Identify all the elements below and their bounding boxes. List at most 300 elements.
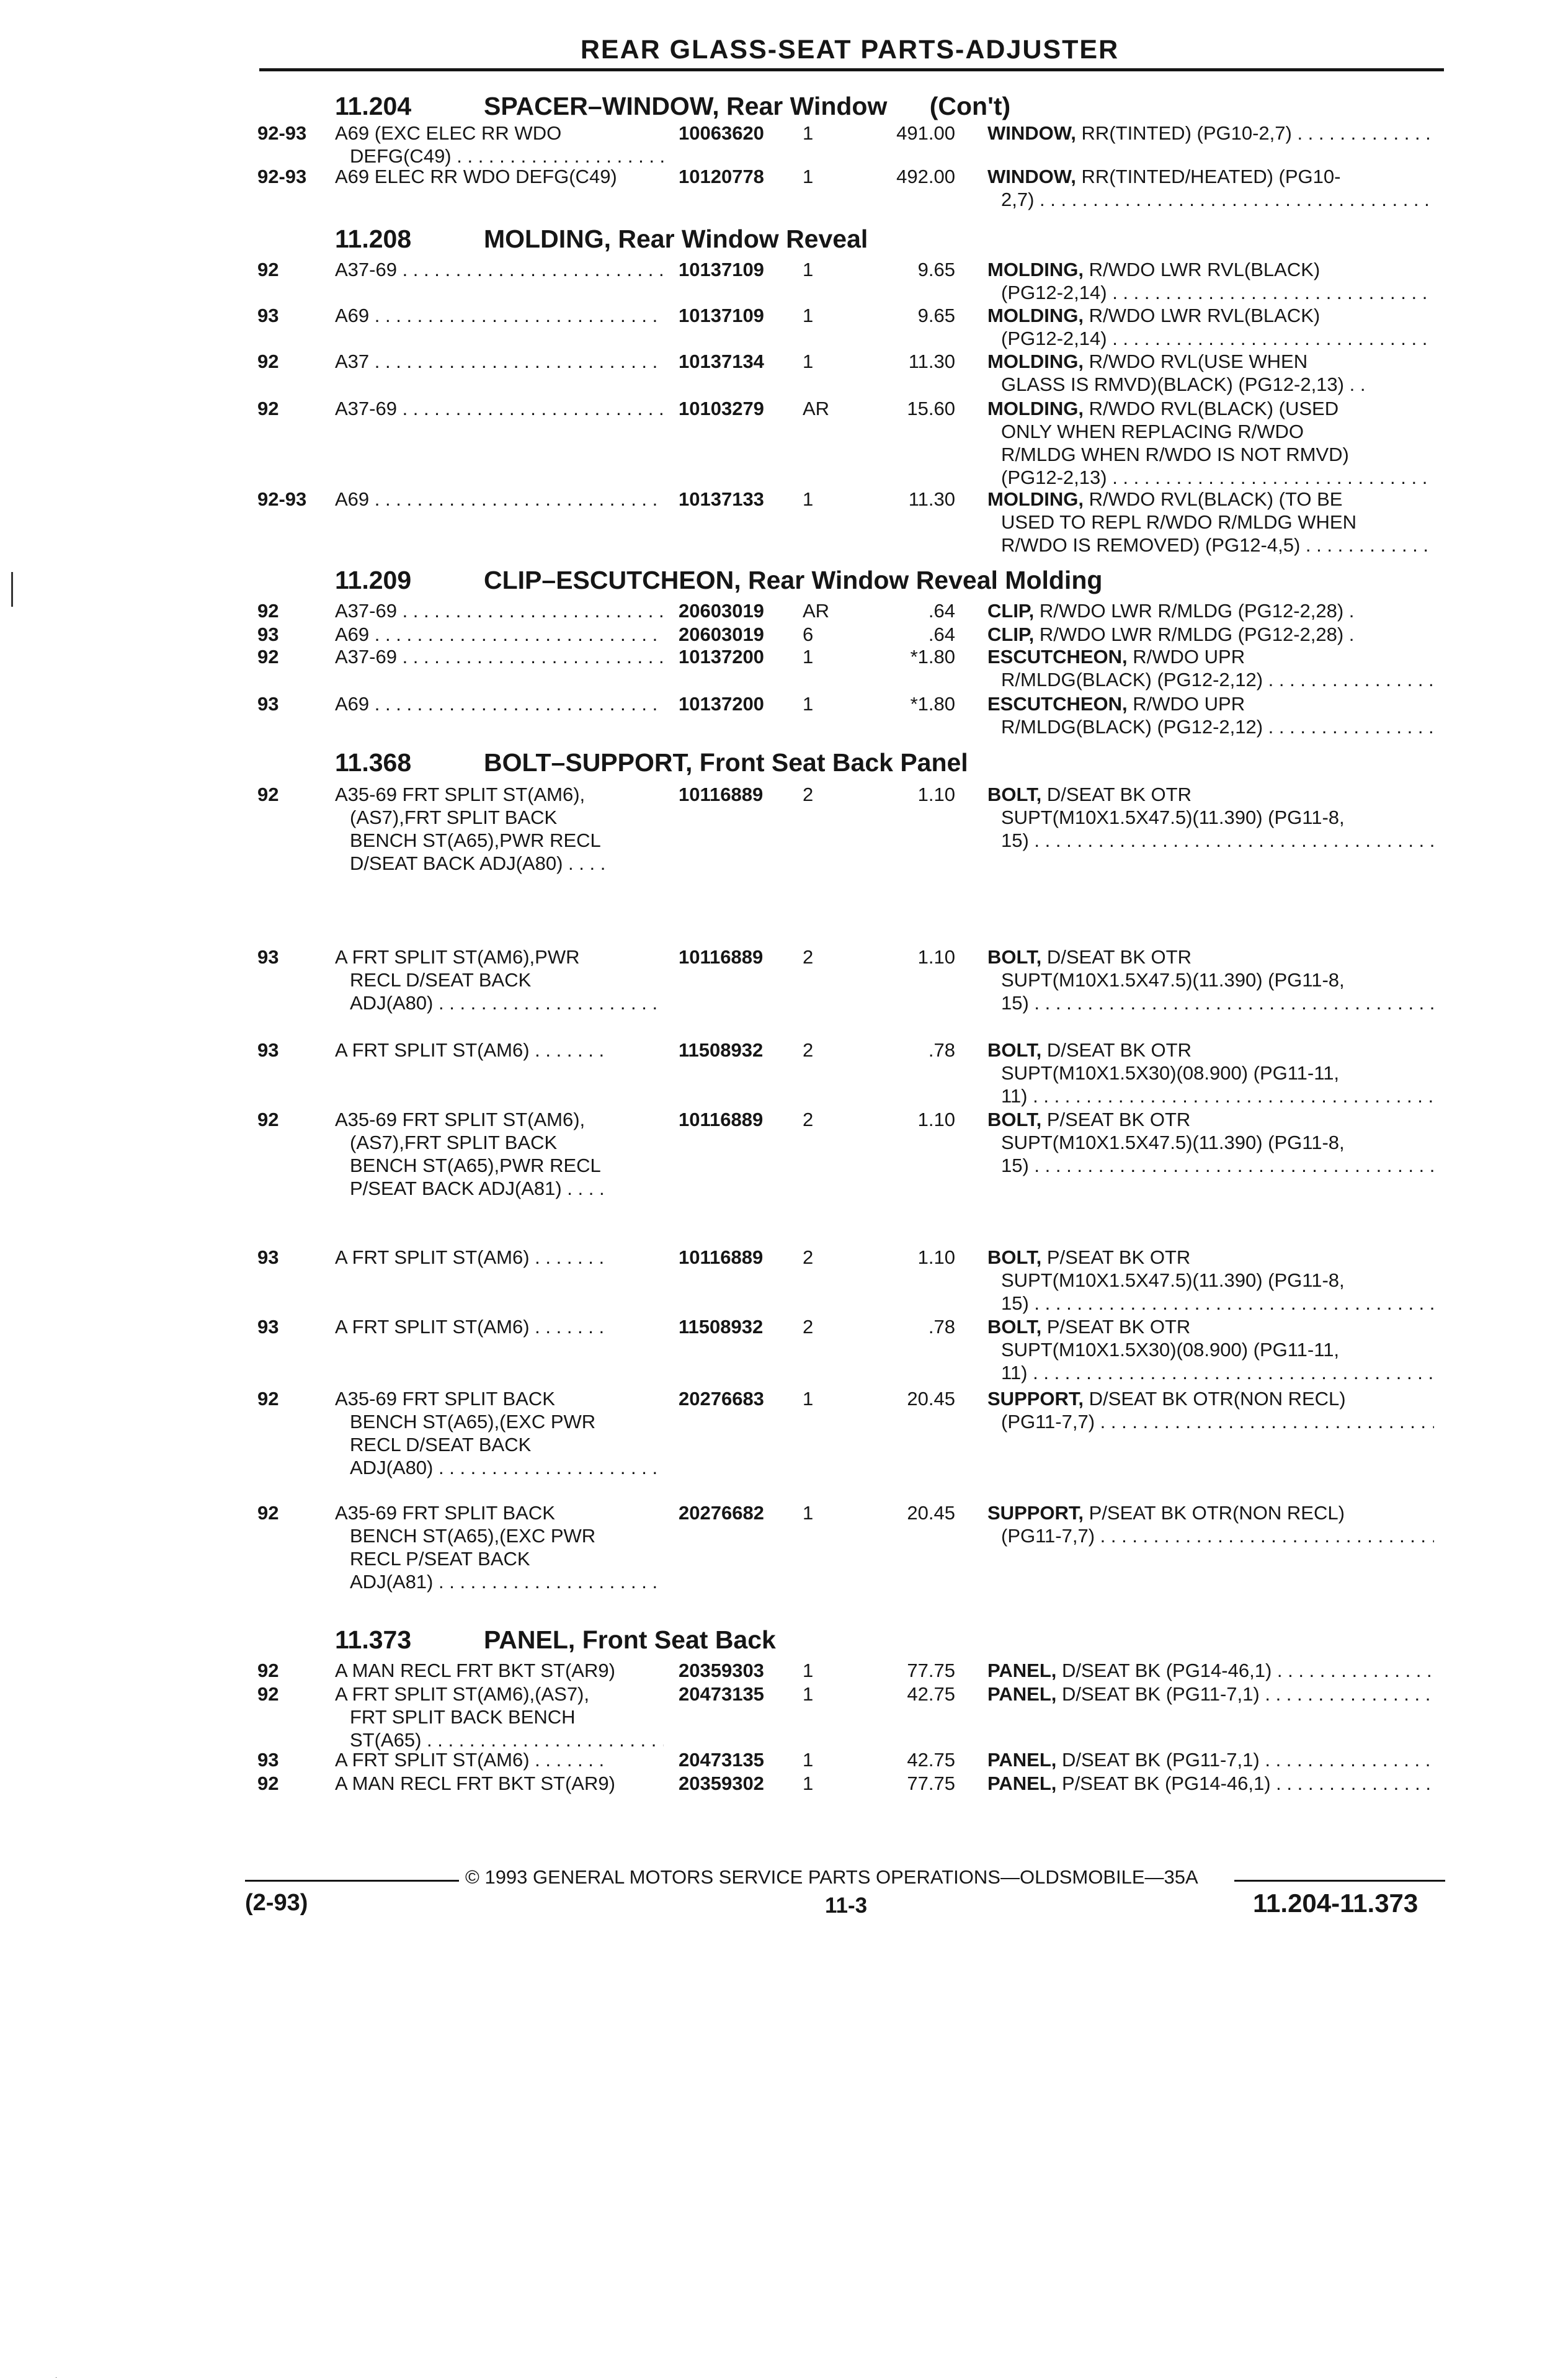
description-line [987, 1154, 1434, 1177]
model-application [335, 122, 664, 168]
description-line [987, 599, 1434, 622]
description-line [987, 466, 1434, 489]
description-text: R/WDO LWR RVL(BLACK) [1084, 305, 1321, 326]
model-line: ADJ(A80) . . . [335, 1456, 664, 1479]
model-line: ADJ(A80) . . . [335, 991, 664, 1014]
description-keyword: MOLDING, [987, 351, 1084, 372]
model-line: A37 . . . [335, 350, 664, 373]
part-description [987, 397, 1434, 489]
price: *1.80 [910, 646, 955, 668]
part-description [987, 945, 1434, 1014]
price: .64 [928, 600, 955, 622]
model-application [335, 645, 664, 668]
scan-mark [11, 572, 13, 607]
description-keyword: CLIP, [987, 600, 1035, 622]
part-description [987, 1039, 1434, 1107]
part-number: 20473135 [679, 1749, 764, 1771]
description-line [987, 1084, 1434, 1107]
model-line: A MAN RECL FRT BKT ST(AR9) [335, 1772, 615, 1794]
section-heading [335, 1625, 776, 1655]
description-keyword: MOLDING, [987, 488, 1084, 510]
model-year: 93 [257, 1749, 279, 1771]
description-text: RR(TINTED/HEATED) (PG10- [1076, 166, 1341, 187]
description-text: USED TO REPL R/WDO R/MLDG WHEN [1001, 511, 1356, 533]
description-line [987, 806, 1434, 829]
description-text: D/SEAT BK (PG11-7,1) [1056, 1683, 1260, 1705]
description-keyword: MOLDING, [987, 398, 1084, 419]
description-text: RR(TINTED) (PG10-2,7) [1076, 122, 1292, 144]
description-line [987, 281, 1434, 304]
description-text: SUPT(M10X1.5X47.5)(11.390) (PG11-8, [1001, 969, 1345, 991]
model-line: A37-69 . . . [335, 397, 664, 420]
part-description [987, 645, 1434, 691]
description-text: R/MLDG(BLACK) (PG12-2,12) [1001, 716, 1263, 738]
part-number: 20276683 [679, 1388, 764, 1410]
description-text: P/SEAT BK OTR [1041, 1316, 1191, 1338]
price: 9.65 [917, 259, 955, 280]
section-heading [335, 566, 1102, 595]
description-line [987, 488, 1434, 511]
price: 20.45 [907, 1502, 955, 1524]
description-text: R/MLDG(BLACK) (PG12-2,12) [1001, 669, 1263, 691]
description-line [987, 1062, 1434, 1084]
description-keyword: ESCUTCHEON, [987, 693, 1128, 715]
quantity: 1 [803, 488, 814, 510]
model-application [335, 1315, 664, 1338]
quantity: 1 [803, 1660, 814, 1681]
model-line: A FRT SPLIT ST(AM6) . . . . . . . [335, 1246, 605, 1268]
model-application [335, 692, 664, 715]
description-keyword: WINDOW, [987, 122, 1076, 144]
part-description [987, 1501, 1434, 1547]
model-line: A37-69 . . . [335, 599, 664, 622]
part-number: 10137200 [679, 693, 764, 715]
section-number: 11.373 [335, 1625, 412, 1654]
part-description [987, 1772, 1434, 1795]
description-line [987, 1361, 1434, 1384]
section-name: SPACER–WINDOW, Rear Window [484, 92, 888, 120]
part-number: 10116889 [679, 946, 764, 968]
description-text: SUPT(M10X1.5X47.5)(11.390) (PG11-8, [1001, 807, 1345, 828]
quantity: 1 [803, 305, 814, 326]
part-description [987, 488, 1434, 557]
description-line [987, 1315, 1434, 1338]
price: 15.60 [907, 398, 955, 419]
description-text: P/SEAT BK OTR [1041, 1246, 1191, 1268]
description-line [987, 623, 1434, 646]
description-line [987, 443, 1434, 466]
model-year: 93 [257, 305, 279, 326]
model-line: A69 ELEC RR WDO DEFG(C49) [335, 166, 617, 187]
part-description [987, 783, 1434, 852]
description-line [987, 1292, 1434, 1315]
part-number: 10116889 [679, 1109, 764, 1130]
description-line [987, 1524, 1434, 1547]
part-description [987, 1108, 1434, 1177]
model-line: A37-69 . . . [335, 258, 664, 281]
part-number: 10137109 [679, 259, 764, 280]
model-year: 93 [257, 1316, 279, 1338]
description-line [987, 188, 1434, 211]
price: 11.30 [908, 351, 955, 372]
model-line: ADJ(A81) . . . [335, 1570, 664, 1593]
section-name: BOLT–SUPPORT, Front Seat Back Panel [484, 748, 968, 777]
description-line [987, 1338, 1434, 1361]
quantity: 1 [803, 1772, 814, 1794]
description-text: R/WDO UPR [1127, 693, 1245, 715]
part-description [987, 1315, 1434, 1384]
quantity: 1 [803, 122, 814, 144]
model-year: 92 [257, 1772, 279, 1794]
section-heading [335, 748, 968, 777]
price: 77.75 [907, 1772, 955, 1794]
description-text: D/SEAT BK OTR [1041, 946, 1192, 968]
description-line [987, 1683, 1434, 1705]
description-line [987, 991, 1434, 1014]
quantity: AR [803, 600, 830, 622]
quantity: 1 [803, 259, 814, 280]
model-year: 92 [257, 398, 279, 419]
quantity: 1 [803, 1749, 814, 1771]
description-text: R/MLDG WHEN R/WDO IS NOT RMVD) [1001, 444, 1349, 465]
model-year: 92-93 [257, 122, 307, 144]
description-text: 15) [1001, 992, 1029, 1014]
description-text: 11) [1001, 1362, 1028, 1383]
price: 1.10 [917, 946, 955, 968]
description-text: SUPT(M10X1.5X30)(08.900) (PG11-11, [1001, 1339, 1340, 1361]
description-line [987, 122, 1434, 145]
quantity: 2 [803, 946, 814, 968]
part-description [987, 258, 1434, 304]
part-description [987, 599, 1434, 622]
description-line [987, 1659, 1434, 1682]
part-description [987, 122, 1434, 145]
description-line [987, 715, 1434, 738]
description-line [987, 327, 1434, 350]
model-application [335, 1387, 664, 1479]
description-line [987, 1748, 1434, 1771]
description-text: (PG12-2,14) [1001, 282, 1107, 303]
model-line: A FRT SPLIT ST(AM6),PWR [335, 946, 580, 968]
description-keyword: WINDOW, [987, 166, 1076, 187]
model-year: 92 [257, 1660, 279, 1681]
description-text: P/SEAT BK OTR [1041, 1109, 1191, 1130]
model-year: 93 [257, 946, 279, 968]
footer-rule-right [1234, 1880, 1445, 1882]
description-text: SUPT(M10X1.5X47.5)(11.390) (PG11-8, [1001, 1269, 1345, 1291]
model-line: A FRT SPLIT ST(AM6) . . . . . . . [335, 1039, 605, 1061]
model-line: (AS7),FRT SPLIT BACK [350, 1132, 558, 1153]
description-text: 15) [1001, 829, 1029, 851]
description-keyword: MOLDING, [987, 259, 1084, 280]
page-title: REAR GLASS-SEAT PARTS-ADJUSTER [580, 35, 1120, 65]
model-year: 92 [257, 1388, 279, 1410]
section-number: 11.209 [335, 566, 412, 594]
model-line: A35-69 FRT SPLIT ST(AM6), [335, 1109, 586, 1130]
part-description [987, 1748, 1434, 1771]
model-year: 93 [257, 1246, 279, 1268]
price: 1.10 [917, 784, 955, 805]
description-line [987, 1772, 1434, 1795]
model-year: 92 [257, 600, 279, 622]
model-line: D/SEAT BACK ADJ(A80) . . . . [350, 852, 606, 874]
model-line: ST(A65) . . . [335, 1728, 664, 1751]
model-application [335, 783, 664, 875]
description-line [987, 350, 1434, 373]
description-keyword: MOLDING, [987, 305, 1084, 326]
section-name: CLIP–ESCUTCHEON, Rear Window Reveal Molding [484, 566, 1103, 594]
description-keyword: SUPPORT, [987, 1502, 1084, 1524]
quantity: 1 [803, 1502, 814, 1524]
description-keyword: CLIP, [987, 624, 1035, 645]
price: 11.30 [908, 488, 955, 510]
description-line [987, 373, 1434, 396]
part-number: 10137200 [679, 646, 764, 668]
part-number: 11508932 [679, 1316, 764, 1338]
price: *1.80 [910, 693, 955, 715]
description-keyword: BOLT, [987, 784, 1042, 805]
model-line: A FRT SPLIT ST(AM6),(AS7), [335, 1683, 589, 1705]
description-keyword: BOLT, [987, 1109, 1042, 1130]
model-line: A69 . . . [335, 488, 664, 511]
quantity: 2 [803, 1039, 814, 1061]
section-name: MOLDING, Rear Window Reveal [484, 225, 868, 253]
model-application [335, 1683, 664, 1751]
description-line [987, 668, 1434, 691]
quantity: 1 [803, 351, 814, 372]
model-line: P/SEAT BACK ADJ(A81) . . . . [350, 1178, 605, 1199]
description-text: D/SEAT BK OTR [1041, 1039, 1192, 1061]
footer-rule-left [245, 1880, 459, 1882]
part-description [987, 1659, 1434, 1682]
model-year: 92 [257, 646, 279, 668]
section-heading [335, 225, 868, 254]
price: 42.75 [907, 1683, 955, 1705]
description-text: 2,7) [1001, 189, 1035, 210]
description-text: SUPT(M10X1.5X47.5)(11.390) (PG11-8, [1001, 1132, 1345, 1153]
description-line [987, 258, 1434, 281]
part-number: 20603019 [679, 600, 764, 622]
price: 492.00 [896, 166, 955, 187]
description-keyword: BOLT, [987, 946, 1042, 968]
model-year: 92 [257, 351, 279, 372]
price: .78 [928, 1316, 955, 1338]
description-line [987, 1039, 1434, 1062]
description-text: (PG11-7,7) [1001, 1411, 1095, 1433]
section-number: 11.368 [335, 748, 412, 777]
model-application [335, 1501, 664, 1593]
part-number: 20473135 [679, 1683, 764, 1705]
description-text: R/WDO RVL(BLACK) (TO BE [1084, 488, 1343, 510]
description-line [987, 1501, 1434, 1524]
description-line [987, 1387, 1434, 1410]
description-line [987, 534, 1434, 557]
part-number: 10116889 [679, 784, 764, 805]
description-text: 15) [1001, 1155, 1029, 1176]
title-rule [259, 68, 1444, 71]
description-line [987, 1108, 1434, 1131]
description-text: P/SEAT BK (PG14-46,1) [1056, 1772, 1271, 1794]
description-keyword: ESCUTCHEON, [987, 646, 1128, 668]
model-year: 92-93 [257, 488, 307, 510]
section-continued: (Con't) [929, 92, 1011, 120]
description-text: (PG11-7,7) [1001, 1525, 1095, 1547]
description-line [987, 829, 1434, 852]
footer-page-number: 11-3 [825, 1893, 868, 1918]
price: .78 [928, 1039, 955, 1061]
part-number: 10120778 [679, 166, 764, 187]
description-line [987, 511, 1434, 534]
description-line [987, 1246, 1434, 1269]
model-application [335, 350, 664, 373]
model-line: DEFG(C49) . . . [335, 145, 664, 168]
description-line [987, 1131, 1434, 1154]
price: .64 [928, 624, 955, 645]
model-line: RECL D/SEAT BACK [350, 1434, 532, 1455]
part-description [987, 692, 1434, 738]
model-line: (AS7),FRT SPLIT BACK [350, 807, 558, 828]
model-year: 92 [257, 1502, 279, 1524]
price: 1.10 [917, 1246, 955, 1268]
part-number: 20276682 [679, 1502, 764, 1524]
model-application [335, 397, 664, 420]
description-text: R/WDO LWR RVL(BLACK) [1084, 259, 1321, 280]
model-application [335, 1246, 664, 1269]
quantity: 1 [803, 1683, 814, 1705]
model-year: 92 [257, 259, 279, 280]
description-keyword: PANEL, [987, 1660, 1057, 1681]
model-line: A FRT SPLIT ST(AM6) . . . . . . . [335, 1316, 605, 1338]
model-application [335, 599, 664, 622]
description-line [987, 968, 1434, 991]
model-line: A FRT SPLIT ST(AM6) . . . . . . . [335, 1749, 605, 1771]
model-year: 92 [257, 784, 279, 805]
description-line [987, 645, 1434, 668]
price: 42.75 [907, 1749, 955, 1771]
part-description [987, 623, 1434, 646]
quantity: 1 [803, 1388, 814, 1410]
part-description [987, 1387, 1434, 1433]
model-application [335, 1772, 664, 1795]
part-number: 10137133 [679, 488, 764, 510]
price: 491.00 [896, 122, 955, 144]
section-number: 11.204 [335, 92, 412, 120]
description-text: D/SEAT BK OTR [1041, 784, 1192, 805]
quantity: 1 [803, 646, 814, 668]
part-number: 10103279 [679, 398, 764, 419]
part-description [987, 350, 1434, 396]
description-line [987, 304, 1434, 327]
quantity: 2 [803, 784, 814, 805]
model-application [335, 1108, 664, 1200]
model-application [335, 165, 664, 188]
model-application [335, 304, 664, 327]
quantity: 2 [803, 1316, 814, 1338]
model-application [335, 945, 664, 1014]
description-keyword: BOLT, [987, 1316, 1042, 1338]
description-text: D/SEAT BK (PG11-7,1) [1056, 1749, 1260, 1771]
description-keyword: PANEL, [987, 1749, 1057, 1771]
price: 1.10 [917, 1109, 955, 1130]
model-application [335, 623, 664, 646]
description-text: R/WDO RVL(BLACK) (USED [1084, 398, 1339, 419]
quantity: AR [803, 398, 830, 419]
part-number: 10063620 [679, 122, 764, 144]
description-text: (PG12-2,14) [1001, 328, 1107, 349]
price: 9.65 [917, 305, 955, 326]
description-text: SUPT(M10X1.5X30)(08.900) (PG11-11, [1001, 1062, 1340, 1084]
model-application [335, 1748, 664, 1771]
part-number: 20359303 [679, 1660, 764, 1681]
model-line: BENCH ST(A65),(EXC PWR [350, 1411, 596, 1433]
model-year: 93 [257, 1039, 279, 1061]
description-text: ONLY WHEN REPLACING R/WDO [1001, 421, 1304, 442]
model-year: 92-93 [257, 166, 307, 187]
model-application [335, 1039, 664, 1062]
description-text: GLASS IS RMVD)(BLACK) (PG12-2,13) . . [1001, 373, 1366, 395]
model-line: A35-69 FRT SPLIT BACK [335, 1502, 555, 1524]
description-keyword: SUPPORT, [987, 1388, 1084, 1410]
model-line: A35-69 FRT SPLIT ST(AM6), [335, 784, 586, 805]
quantity: 2 [803, 1246, 814, 1268]
quantity: 6 [803, 624, 814, 645]
model-application [335, 1659, 664, 1682]
description-keyword: BOLT, [987, 1039, 1042, 1061]
quantity: 1 [803, 166, 814, 187]
model-year: 93 [257, 693, 279, 715]
quantity: 2 [803, 1109, 814, 1130]
description-text: R/WDO IS REMOVED) (PG12-4,5) [1001, 534, 1301, 556]
model-line: BENCH ST(A65),(EXC PWR [350, 1525, 596, 1547]
model-year: 92 [257, 1109, 279, 1130]
part-description [987, 165, 1434, 211]
description-line [987, 1410, 1434, 1433]
description-text: D/SEAT BK (PG14-46,1) [1056, 1660, 1272, 1681]
description-line [987, 165, 1434, 188]
quantity: 1 [803, 693, 814, 715]
price: 20.45 [907, 1388, 955, 1410]
description-text: 15) [1001, 1292, 1029, 1314]
part-description [987, 1683, 1434, 1705]
part-number: 11508932 [679, 1039, 764, 1061]
description-text: R/WDO LWR R/MLDG (PG12-2,28) . [1034, 600, 1355, 622]
part-number: 20359302 [679, 1772, 764, 1794]
section-name: PANEL, Front Seat Back [484, 1625, 776, 1654]
model-line: A69 . . . [335, 623, 664, 646]
description-text: R/WDO LWR R/MLDG (PG12-2,28) . [1034, 624, 1355, 645]
description-line [987, 1269, 1434, 1292]
price: 77.75 [907, 1660, 955, 1681]
footer-copyright: © 1993 GENERAL MOTORS SERVICE PARTS OPERATIONS—OLDSMOBILE—35A [465, 1866, 1198, 1888]
model-year: 93 [257, 624, 279, 645]
description-keyword: PANEL, [987, 1772, 1057, 1794]
part-description [987, 1246, 1434, 1315]
part-description [987, 304, 1434, 350]
model-line: A69 (EXC ELEC RR WDO [335, 122, 562, 144]
model-application [335, 488, 664, 511]
description-line [987, 783, 1434, 806]
description-text: R/WDO RVL(USE WHEN [1084, 351, 1308, 372]
model-line: BENCH ST(A65),PWR RECL [350, 829, 601, 851]
section-number: 11.208 [335, 225, 412, 253]
model-line: BENCH ST(A65),PWR RECL [350, 1155, 601, 1176]
description-line [987, 420, 1434, 443]
model-line: A MAN RECL FRT BKT ST(AR9) [335, 1660, 615, 1681]
description-line [987, 945, 1434, 968]
description-text: R/WDO UPR [1127, 646, 1245, 668]
footer-section-range: 11.204-11.373 [1253, 1889, 1419, 1918]
model-year: 92 [257, 1683, 279, 1705]
